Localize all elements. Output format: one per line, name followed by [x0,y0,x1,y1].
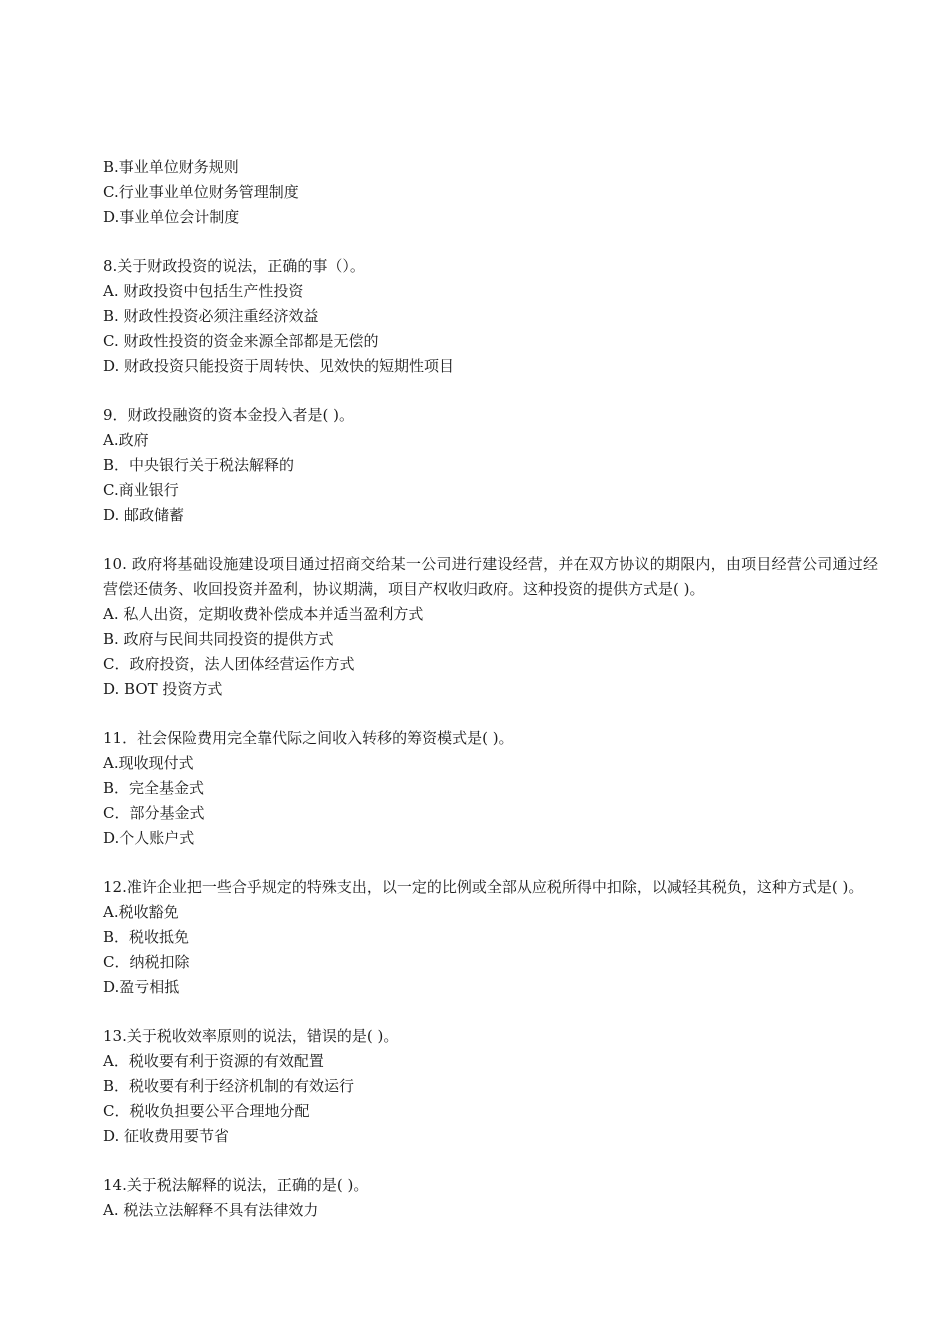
question-8 [103,254,878,379]
question-9 [103,403,878,528]
option-a: A.税收豁免 [103,903,179,921]
question-stem: 13.关于税收效率原则的说法，错误的是( )。 [103,1027,399,1045]
option-d: D.盈亏相抵 [103,978,180,996]
question-stem: 12.准许企业把一些合乎规定的特殊支出，以一定的比例或全部从应税所得中扣除，以减轻其税负，这种方式是( )。 [103,878,864,896]
option-b: B.事业单位财务规则 [103,158,239,176]
option-b: B．中央银行关于税法解释的 [103,456,295,474]
option-d: D.事业单位会计制度 [103,208,240,226]
option-b: B. 政府与民间共同投资的提供方式 [103,630,334,648]
option-b: B．完全基金式 [103,779,205,797]
question-stem: 9．财政投融资的资本金投入者是( )。 [103,406,355,424]
option-a: A.现收现付式 [103,754,194,772]
option-a: A.政府 [103,431,149,449]
option-a: A. 财政投资中包括生产性投资 [103,282,304,300]
question-stem: 8.关于财政投资的说法，正确的事（）。 [103,257,365,275]
question-stem: 10. 政府将基础设施建设项目通过招商交给某一公司进行建设经营，并在双方协议的期限内，由项目经营公司通过经营偿还债务、收回投资并盈利，协议期满，项目产权收归政府。这种投资的提供方式是( )。 [103,555,878,598]
question-10 [103,552,878,702]
question-12 [103,875,878,1000]
option-c: C．纳税扣除 [103,953,190,971]
option-c: C．部分基金式 [103,804,205,822]
option-c: C.行业事业单位财务管理制度 [103,183,299,201]
question-stem: 11．社会保险费用完全靠代际之间收入转移的筹资模式是( )。 [103,729,514,747]
option-b: B．税收抵免 [103,928,190,946]
option-c: C.商业银行 [103,481,179,499]
option-b: B. 财政性投资必须注重经济效益 [103,307,319,325]
option-c: C. 财政性投资的资金来源全部都是无偿的 [103,332,379,350]
question-7-continued [103,155,878,230]
document-page [103,155,878,1223]
option-b: B．税收要有利于经济机制的有效运行 [103,1077,355,1095]
question-13 [103,1024,878,1149]
option-a: A. 私人出资，定期收费补偿成本并适当盈利方式 [103,605,424,623]
option-c: C．政府投资，法人团体经营运作方式 [103,655,355,673]
option-d: D. 征收费用要节省 [103,1127,230,1145]
question-stem: 14.关于税法解释的说法，正确的是( )。 [103,1176,369,1194]
option-d: D. 财政投资只能投资于周转快、见效快的短期性项目 [103,357,455,375]
option-d: D. BOT 投资方式 [103,680,223,698]
question-11 [103,726,878,851]
option-a: A. 税法立法解释不具有法律效力 [103,1201,319,1219]
option-d: D.个人账户式 [103,829,195,847]
option-c: C．税收负担要公平合理地分配 [103,1102,310,1120]
option-a: A．税收要有利于资源的有效配置 [103,1052,324,1070]
option-d: D. 邮政储蓄 [103,506,185,524]
question-14 [103,1173,878,1223]
